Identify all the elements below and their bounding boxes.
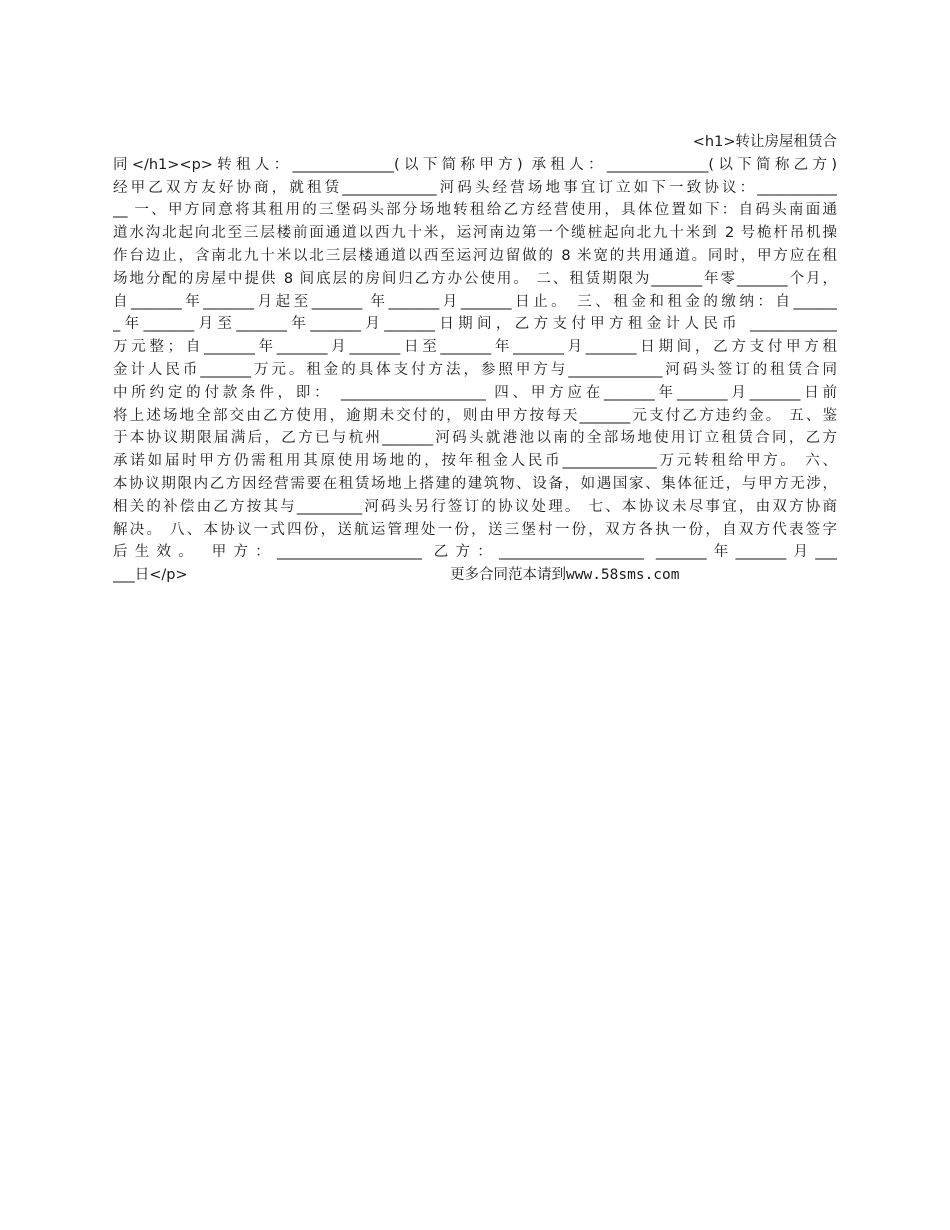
text-line-13: 将上述场地全部交由乙方使用，逾期未交付的，则由甲方按每天_______元支付乙方违约金。 五、鉴 — [113, 407, 837, 424]
text-line-14: 于本协议期限届满后，乙方已与杭州_______河码头就港池以南的全部场地使用订立租赁合同，乙方 — [113, 430, 837, 447]
text-line-11: 金计人民币_______万元。租金的具体支付方法，参照甲方与_____________河码头签订的租赁合同 — [113, 361, 837, 378]
text-line-16: 本协议期限内乙方因经营需要在租赁场地上搭建的建筑物、设备，如遇国家、集体征迁，与甲方无涉， — [113, 475, 837, 492]
text-line-18: 解决。 八、本协议一式四份，送航运管理处一份，送三堡村一份，双方各执一份，自双方代表签字 — [113, 521, 837, 538]
text-line-12: 中所约定的付款条件，即： ____________________ 四、甲方应在_______年_______月_______日前 — [113, 384, 837, 401]
text-line-10: 万元整；自_______年_______月_______日至_______年_______月_______日期间，乙方支付甲方租 — [113, 339, 837, 356]
closing-text: ___日</p> — [113, 567, 188, 584]
text-line-5: 道水沟北起向北至三层楼前面通道以西九十米，运河南边第一个缆桩起向北九十米到 2 号桅杆吊机操 — [113, 225, 837, 242]
text-line-17: 相关的补偿由乙方按其与_________河码头另行签订的协议处理。 七、本协议未尽事宜，由双方协商 — [113, 498, 837, 515]
text-line-8: 自_______年_______月起至_______ 年_______月_______日止。 三、租金和租金的缴纳：自______ — [113, 293, 837, 310]
text-line-20 — [113, 564, 837, 587]
text-line-2: 同</h1><p>转租人：______________(以下简称甲方) 承租人：______________(以下简称乙方) — [113, 156, 837, 173]
text-line-1: <h1>转让房屋租赁合 — [692, 134, 837, 150]
text-line-9: _年_______月至_______年_______月_______日期间，乙方支付甲方租金计人民币 ____________ — [113, 316, 837, 333]
text-line-7: 场地分配的房屋中提供 8 间底层的房间归乙方办公使用。 二、租赁期限为_______年零_______个月， — [113, 270, 837, 287]
document-body — [113, 131, 837, 587]
footer-notice: 更多合同范本请到www.58sms.com — [450, 567, 680, 584]
text-line-3: 经甲乙双方友好协商，就租赁_____________河码头经营场地事宜订立如下一致协议：___________ — [113, 179, 837, 196]
text-line-15: 承诺如届时甲方仍需租用其原使用场地的，按年租金人民币_____________万元转租给甲方。 六、 — [113, 453, 837, 470]
text-line-6: 作台边止，含南北九十米以北三层楼通道以西至运河边留做的 8 米宽的共用通道。同时，甲方应在租 — [113, 247, 837, 264]
text-line-4: __ 一、甲方同意将其租用的三堡码头部分场地转租给乙方经营使用，具体位置如下：自码头南面通 — [113, 202, 837, 219]
text-line-19: 后生效。 甲方：____________________ 乙方：____________________ _______年_______月___ — [113, 544, 837, 561]
